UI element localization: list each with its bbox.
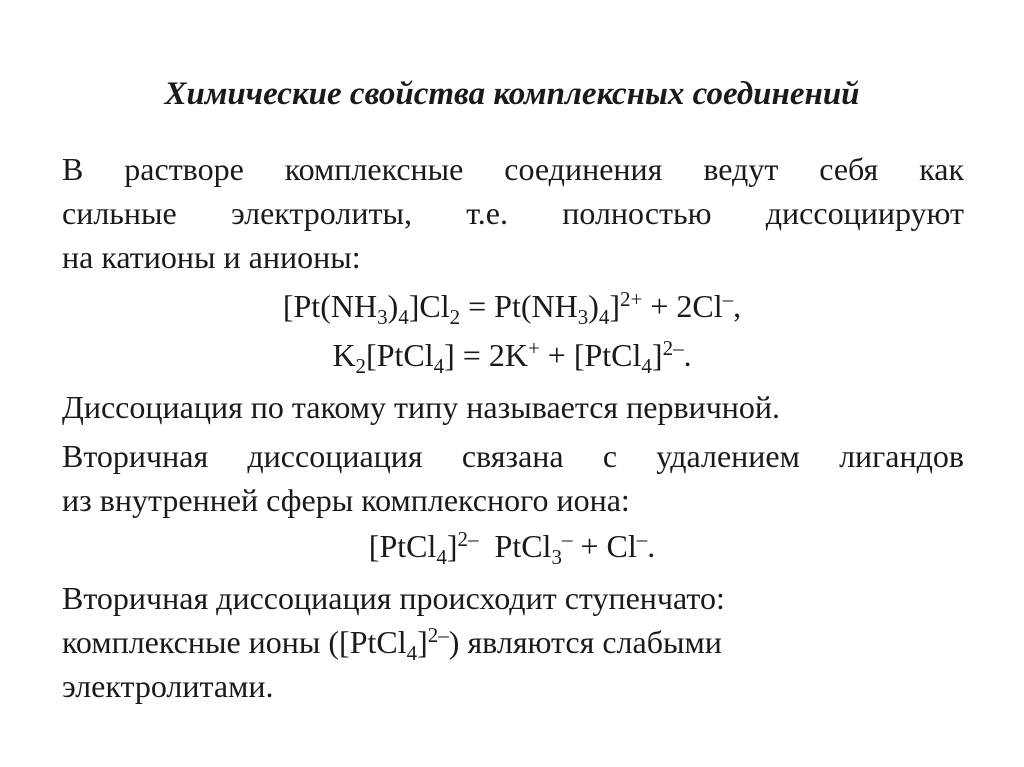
slide-title: Химические свойства комплексных соединений (164, 76, 860, 112)
equation-dissociation-3: [PtCl$_4$]$^{2-}$ PtCl$_3$– + Cl–. (368, 527, 656, 569)
paragraph-line: Вторичная диссоциация происходит ступенчато: (62, 580, 725, 616)
paragraph-primary (62, 385, 964, 429)
paragraph-line: Вторичная диссоциация связана с удалением лигандов (62, 438, 964, 474)
equation-dissociation-2: $K_2[PtCl_4] = 2K^+$ + [PtCl$_4$]$^{2-}$. (332, 336, 692, 378)
paragraph-intro (62, 147, 964, 279)
paragraph-line: комплексные ионы ([PtCl$_4$]$^{2-}$) являются слабыми (62, 623, 722, 665)
paragraph-stepwise (62, 576, 964, 708)
paragraph-line: электролитами. (62, 668, 274, 704)
equation-dissociation-1: $[Pt(NH_3)_4]Cl_2 = Pt(NH_3)_4]^{2+} + 2Cl^-$, (282, 287, 742, 329)
paragraph-line: на катионы и анионы: (62, 239, 361, 275)
paragraph-secondary (62, 434, 964, 522)
paragraph-line: сильные электролиты, т.е. полностью диссоциируют (62, 195, 964, 231)
paragraph-line: Диссоциация по такому типу называется первичной. (62, 389, 781, 425)
paragraph-line: В растворе комплексные соединения ведут себя как (62, 151, 964, 187)
paragraph-line: из внутренней сферы комплексного иона: (62, 482, 630, 518)
